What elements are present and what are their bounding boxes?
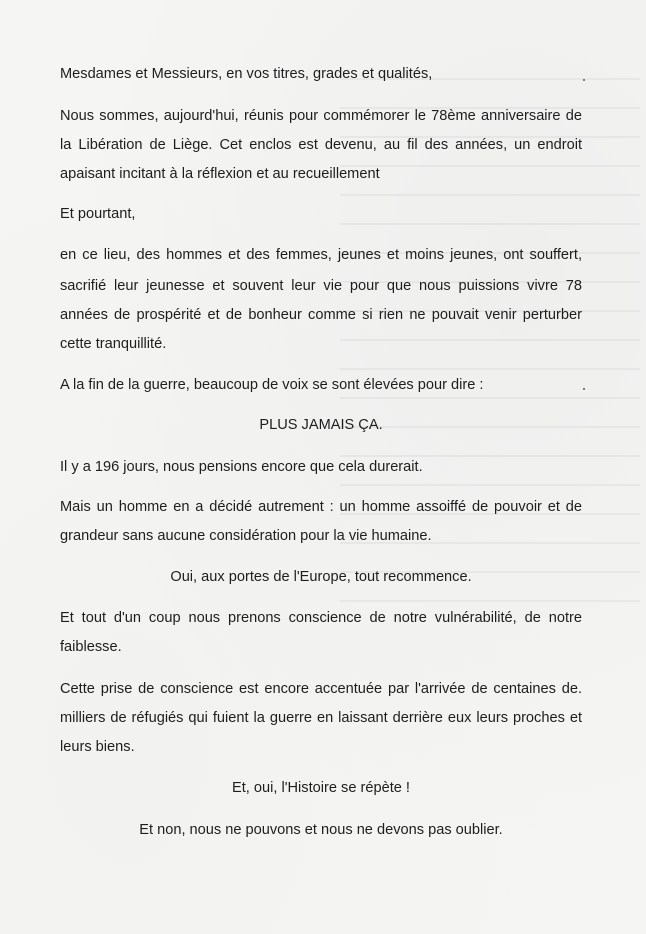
paragraph-7-line-1: Et tout d'un coup nous prenons conscience de notre vulnérabilité, de notre: [60, 610, 582, 626]
centered-phrase-histoire: Et, oui, l'Histoire se répète !: [232, 780, 410, 796]
centered-phrase-plus-jamais: PLUS JAMAIS ÇA.: [259, 417, 383, 433]
stray-mark: [583, 79, 585, 81]
centered-phrase-europe: Oui, aux portes de l'Europe, tout recommence.: [170, 569, 472, 585]
paragraph-5-line-1: Il y a 196 jours, nous pensions encore que cela durerait.: [60, 459, 423, 475]
paragraph-3-line-3: années de prospérité et de bonheur comme si rien ne pouvait venir perturber: [60, 307, 582, 323]
paragraph-6-line-1: Mais un homme en a décidé autrement : un homme assoiffé de pouvoir et de: [60, 499, 582, 515]
paragraph-1-line-1: Nous sommes, aujourd'hui, réunis pour commémorer le 78ème anniversaire de: [60, 108, 582, 124]
paragraph-2-line-1: Et pourtant,: [60, 206, 136, 222]
paragraph-8-line-1: Cette prise de conscience est encore accentuée par l'arrivée de centaines de.: [60, 681, 582, 697]
paragraph-3-line-2: sacrifié leur jeunesse et souvent leur vie pour que nous puissions vivre 78: [60, 278, 582, 294]
paragraph-4-line-1: A la fin de la guerre, beaucoup de voix se sont élevées pour dire :: [60, 377, 484, 393]
centered-phrase-oublier: Et non, nous ne pouvons et nous ne devons pas oublier.: [139, 822, 503, 838]
paragraph-3-line-4: cette tranquillité.: [60, 336, 167, 352]
salutation-line: Mesdames et Messieurs, en vos titres, grades et qualités,: [60, 66, 433, 82]
paragraph-8-line-2: milliers de réfugiés qui fuient la guerre en laissant derrière eux leurs proches et: [60, 710, 582, 726]
stray-mark: [583, 388, 585, 390]
paragraph-8-line-3: leurs biens.: [60, 739, 135, 755]
paragraph-3-line-1: en ce lieu, des hommes et des femmes, jeunes et moins jeunes, ont souffert,: [60, 247, 582, 263]
paragraph-6-line-2: grandeur sans aucune considération pour la vie humaine.: [60, 528, 432, 544]
paragraph-1-line-2: la Libération de Liège. Cet enclos est devenu, au fil des années, un endroit: [60, 137, 582, 153]
paragraph-1-line-3: apaisant incitant à la réflexion et au recueillement: [60, 166, 380, 182]
paragraph-7-line-2: faiblesse.: [60, 639, 122, 655]
